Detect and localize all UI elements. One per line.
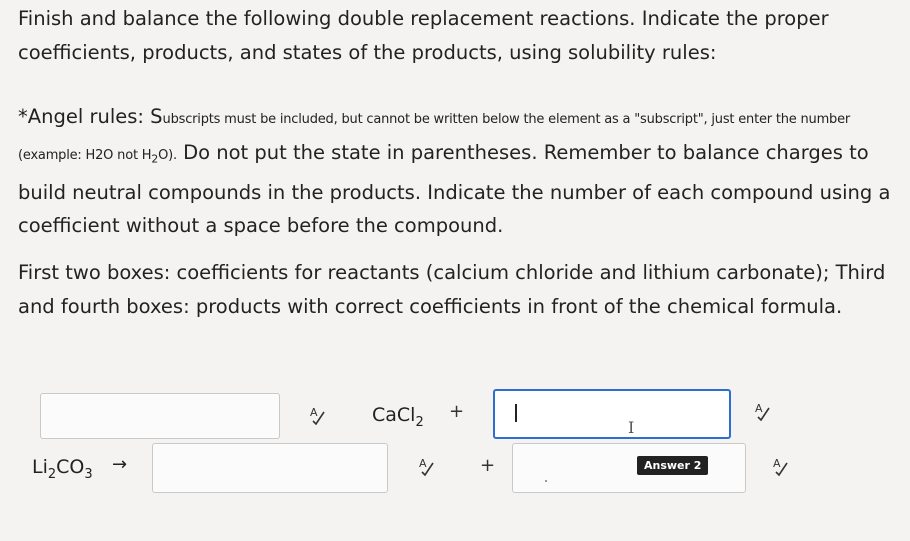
coefficient-input-2[interactable] xyxy=(493,389,731,439)
boxes-note: First two boxes: coefficients for reactants (calcium chloride and lithium carbonate); Third and fourth boxes: products with correct coefficients in front of the chemical formula. xyxy=(18,261,886,318)
text-cursor-icon: I xyxy=(628,418,635,437)
reactant-cacl2: CaCl$_2$ xyxy=(372,404,424,430)
svg-text:A: A xyxy=(755,402,763,415)
product-input-2[interactable] xyxy=(512,443,746,493)
spellcheck-icon[interactable] xyxy=(307,404,329,426)
reactant-li2co3: $Li_2CO_3$ xyxy=(32,456,93,482)
svg-text:A: A xyxy=(773,457,781,470)
input-dot xyxy=(545,480,547,482)
angel-rules: *Angel rules: Subscripts must be included, but cannot be written below the element as a "subscript", just enter the number (example: H2O not $H_2O$). Do not put the state in parentheses. Remember to balance charges to build neutral compounds in the products. Indicate the number of each compound using a coefficient without a space before the compound. xyxy=(18,105,891,237)
spellcheck-icon[interactable] xyxy=(752,400,774,422)
coefficient-input-1[interactable] xyxy=(40,393,280,439)
plus-sign: + xyxy=(480,455,496,476)
spellcheck-icon[interactable] xyxy=(770,455,792,477)
instructions-intro: Finish and balance the following double replacement reactions. Indicate the proper coefficients, products, and states of the products, using solubility rules: xyxy=(18,7,829,64)
spellcheck-icon[interactable] xyxy=(416,455,438,477)
text-caret xyxy=(515,404,517,422)
svg-text:A: A xyxy=(310,406,318,419)
plus-sign: + xyxy=(449,401,465,422)
svg-text:A: A xyxy=(419,457,427,470)
reaction-arrow: → xyxy=(112,454,128,475)
answer-tooltip: Answer 2 xyxy=(637,456,708,475)
product-input-1[interactable] xyxy=(152,443,388,493)
